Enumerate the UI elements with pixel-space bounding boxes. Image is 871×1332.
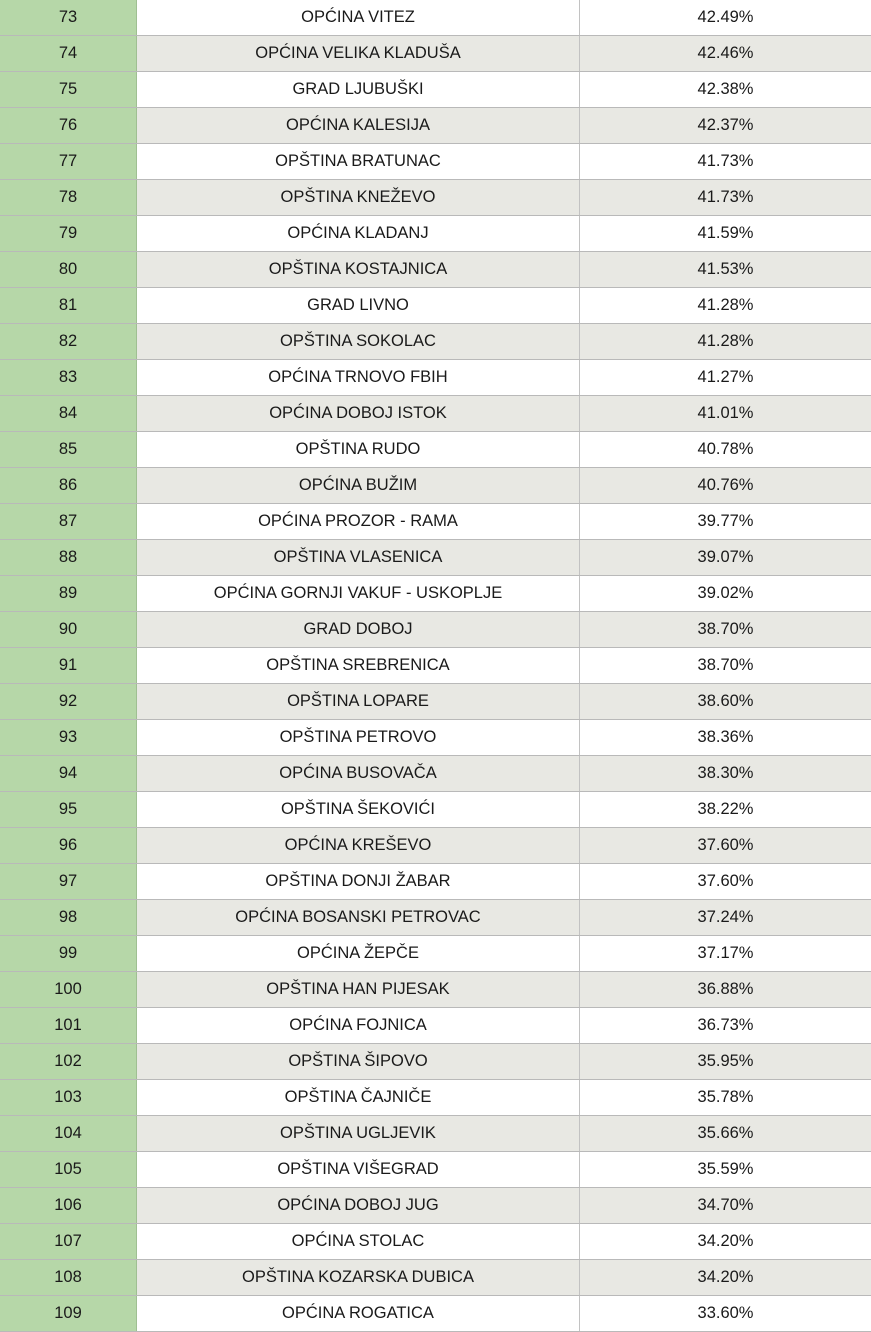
municipality-name-cell[interactable]: OPĆINA TRNOVO FBIH (137, 360, 580, 395)
percentage-cell[interactable]: 38.36% (697, 728, 754, 746)
municipality-name-cell[interactable]: OPĆINA VELIKA KLADUŠA (137, 36, 580, 71)
municipality-name-cell[interactable]: OPĆINA KLADANJ (137, 216, 580, 251)
municipality-name-cell[interactable]: OPŠTINA SOKOLAC (137, 324, 580, 359)
table-row (0, 1044, 871, 1080)
rank-cell[interactable]: 93 (0, 720, 137, 755)
municipality-name-cell[interactable]: OPŠTINA SREBRENICA (137, 648, 580, 683)
rank-cell[interactable]: 82 (0, 324, 137, 359)
percentage-cell[interactable]: 42.49% (697, 8, 754, 26)
table-row (0, 396, 871, 432)
rank-cell[interactable]: 81 (0, 288, 137, 323)
table-row (0, 0, 871, 36)
percentage-cell[interactable]: 39.07% (580, 540, 871, 575)
percentage-cell[interactable]: 38.30% (580, 756, 871, 791)
table-row (0, 360, 871, 396)
rank-cell[interactable]: 88 (0, 540, 137, 575)
percentage-cell[interactable]: 37.60% (697, 872, 754, 890)
rank-cell[interactable]: 98 (0, 900, 137, 935)
table-row (0, 252, 871, 288)
municipality-name-cell[interactable]: OPŠTINA LOPARE (137, 684, 580, 719)
municipality-name-cell[interactable]: OPŠTINA ŠEKOVIĆI (137, 792, 580, 827)
table-row (0, 1008, 871, 1044)
table-row (0, 720, 871, 756)
rank-cell[interactable]: 73 (0, 0, 137, 35)
table-row (0, 936, 871, 972)
rank-cell[interactable]: 104 (0, 1116, 137, 1151)
municipality-name-cell[interactable]: OPĆINA BUSOVAČA (137, 756, 580, 791)
table-row (0, 576, 871, 612)
table-row (0, 648, 871, 684)
table-row (0, 756, 871, 792)
rank-cell[interactable]: 106 (0, 1188, 137, 1223)
municipality-name-cell[interactable]: OPĆINA ŽEPČE (137, 936, 580, 971)
municipality-name-cell[interactable]: OPĆINA BOSANSKI PETROVAC (137, 900, 580, 935)
municipality-name-cell[interactable]: OPĆINA GORNJI VAKUF - USKOPLJE (137, 576, 580, 611)
rank-cell[interactable]: 107 (0, 1224, 137, 1259)
municipality-name-cell[interactable]: OPŠTINA ŠIPOVO (137, 1044, 580, 1079)
table-row (0, 1152, 871, 1188)
rank-cell[interactable]: 75 (0, 72, 137, 107)
rank-cell[interactable]: 74 (0, 36, 137, 71)
municipality-name-cell[interactable]: OPŠTINA HAN PIJESAK (137, 972, 580, 1007)
rank-cell[interactable]: 83 (0, 360, 137, 395)
rank-cell[interactable]: 109 (0, 1296, 137, 1331)
percentage-cell[interactable]: 42.46% (580, 36, 871, 71)
percentage-cell[interactable]: 39.02% (697, 584, 754, 602)
table-row (0, 504, 871, 540)
municipality-name-cell[interactable]: OPĆINA DOBOJ ISTOK (137, 396, 580, 431)
municipality-name-cell[interactable]: OPŠTINA VLASENICA (137, 540, 580, 575)
table-row (0, 432, 871, 468)
percentage-cell[interactable]: 38.60% (580, 684, 871, 719)
percentage-cell[interactable]: 35.59% (697, 1160, 754, 1178)
table-row (0, 1296, 871, 1332)
municipality-name-cell[interactable]: OPĆINA DOBOJ JUG (137, 1188, 580, 1223)
table-row (0, 900, 871, 936)
rank-cell[interactable]: 76 (0, 108, 137, 143)
percentage-cell[interactable]: 34.70% (580, 1188, 871, 1223)
table-row (0, 36, 871, 72)
municipality-name-cell[interactable]: OPŠTINA DONJI ŽABAR (137, 864, 580, 899)
rank-cell[interactable]: 85 (0, 432, 137, 467)
rank-cell[interactable]: 87 (0, 504, 137, 539)
municipality-name-cell[interactable]: OPŠTINA KNEŽEVO (137, 180, 580, 215)
municipality-name-cell[interactable]: GRAD DOBOJ (137, 612, 580, 647)
table-row (0, 216, 871, 252)
table-row (0, 792, 871, 828)
percentage-cell[interactable]: 40.78% (697, 440, 754, 458)
table-row (0, 612, 871, 648)
municipality-name-cell[interactable]: OPĆINA KREŠEVO (137, 828, 580, 863)
percentage-cell[interactable]: 42.37% (580, 108, 871, 143)
table-row (0, 288, 871, 324)
percentage-cell[interactable]: 41.53% (580, 252, 871, 287)
percentage-cell[interactable]: 36.88% (580, 972, 871, 1007)
table-row (0, 864, 871, 900)
rank-cell[interactable]: 94 (0, 756, 137, 791)
municipality-name-cell[interactable]: OPĆINA PROZOR - RAMA (137, 504, 580, 539)
table-row (0, 180, 871, 216)
percentage-cell[interactable]: 41.01% (580, 396, 871, 431)
table-row (0, 684, 871, 720)
percentage-cell[interactable]: 39.77% (697, 512, 754, 530)
table-row (0, 1116, 871, 1152)
percentage-cell[interactable]: 37.60% (580, 828, 871, 863)
table-row (0, 1260, 871, 1296)
percentage-cell[interactable]: 37.17% (697, 944, 754, 962)
rank-cell[interactable]: 89 (0, 576, 137, 611)
percentage-cell[interactable]: 38.70% (697, 656, 754, 674)
municipality-name-cell[interactable]: OPĆINA ROGATICA (137, 1296, 580, 1331)
percentage-cell[interactable]: 41.28% (580, 324, 871, 359)
percentage-cell[interactable]: 41.59% (697, 224, 754, 242)
percentage-cell[interactable]: 34.20% (580, 1260, 871, 1295)
municipality-name-cell[interactable]: OPŠTINA UGLJEVIK (137, 1116, 580, 1151)
rank-cell[interactable]: 78 (0, 180, 137, 215)
percentage-cell[interactable]: 41.28% (697, 296, 754, 314)
rank-cell[interactable]: 96 (0, 828, 137, 863)
percentage-cell[interactable]: 35.66% (580, 1116, 871, 1151)
rank-cell[interactable]: 84 (0, 396, 137, 431)
municipality-name-cell[interactable]: OPŠTINA RUDO (137, 432, 580, 467)
rank-cell[interactable]: 91 (0, 648, 137, 683)
table-row (0, 144, 871, 180)
rank-cell[interactable]: 100 (0, 972, 137, 1007)
percentage-cell[interactable]: 42.38% (697, 80, 754, 98)
rank-cell[interactable]: 80 (0, 252, 137, 287)
table-row (0, 1188, 871, 1224)
percentage-cell[interactable]: 33.60% (697, 1304, 754, 1322)
rank-cell[interactable]: 108 (0, 1260, 137, 1295)
percentage-cell[interactable]: 41.73% (697, 152, 754, 170)
percentage-cell[interactable]: 41.73% (580, 180, 871, 215)
rank-cell[interactable]: 90 (0, 612, 137, 647)
table-row (0, 108, 871, 144)
municipality-name-cell[interactable]: OPŠTINA KOSTAJNICA (137, 252, 580, 287)
municipality-name-cell[interactable]: OPĆINA BUŽIM (137, 468, 580, 503)
rank-cell[interactable]: 105 (0, 1152, 137, 1187)
percentage-cell[interactable]: 40.76% (580, 468, 871, 503)
table-row (0, 828, 871, 864)
municipality-name-cell[interactable]: OPĆINA FOJNICA (137, 1008, 580, 1043)
rank-cell[interactable]: 97 (0, 864, 137, 899)
percentage-cell[interactable]: 37.24% (580, 900, 871, 935)
table-row (0, 468, 871, 504)
rank-cell[interactable]: 92 (0, 684, 137, 719)
rank-cell[interactable]: 101 (0, 1008, 137, 1043)
municipality-name-cell[interactable]: OPĆINA STOLAC (137, 1224, 580, 1259)
table-row (0, 72, 871, 108)
municipality-name-cell[interactable]: OPŠTINA PETROVO (137, 720, 580, 755)
municipality-name-cell[interactable]: GRAD LJUBUŠKI (137, 72, 580, 107)
rank-cell[interactable]: 95 (0, 792, 137, 827)
percentage-cell[interactable]: 41.27% (697, 368, 754, 386)
percentage-cell[interactable]: 38.70% (580, 612, 871, 647)
rank-cell[interactable]: 86 (0, 468, 137, 503)
municipality-name-cell[interactable]: GRAD LIVNO (137, 288, 580, 323)
percentage-cell[interactable]: 36.73% (697, 1016, 754, 1034)
rank-cell[interactable]: 77 (0, 144, 137, 179)
municipality-name-cell[interactable]: OPĆINA KALESIJA (137, 108, 580, 143)
table-row (0, 1080, 871, 1116)
table-row (0, 540, 871, 576)
table-row (0, 972, 871, 1008)
percentage-cell[interactable]: 34.20% (697, 1232, 754, 1250)
rank-cell[interactable]: 79 (0, 216, 137, 251)
municipality-name-cell[interactable]: OPĆINA VITEZ (137, 0, 580, 35)
percentage-cell[interactable]: 38.22% (697, 800, 754, 818)
percentage-cell[interactable]: 35.95% (580, 1044, 871, 1079)
rank-cell[interactable]: 102 (0, 1044, 137, 1079)
municipality-name-cell[interactable]: OPŠTINA VIŠEGRAD (137, 1152, 580, 1187)
table-row (0, 324, 871, 360)
percentage-cell[interactable]: 35.78% (697, 1088, 754, 1106)
municipality-name-cell[interactable]: OPŠTINA KOZARSKA DUBICA (137, 1260, 580, 1295)
rank-cell[interactable]: 103 (0, 1080, 137, 1115)
table-row (0, 1224, 871, 1260)
rank-cell[interactable]: 99 (0, 936, 137, 971)
municipality-name-cell[interactable]: OPŠTINA ČAJNIČE (137, 1080, 580, 1115)
municipality-name-cell[interactable]: OPŠTINA BRATUNAC (137, 144, 580, 179)
